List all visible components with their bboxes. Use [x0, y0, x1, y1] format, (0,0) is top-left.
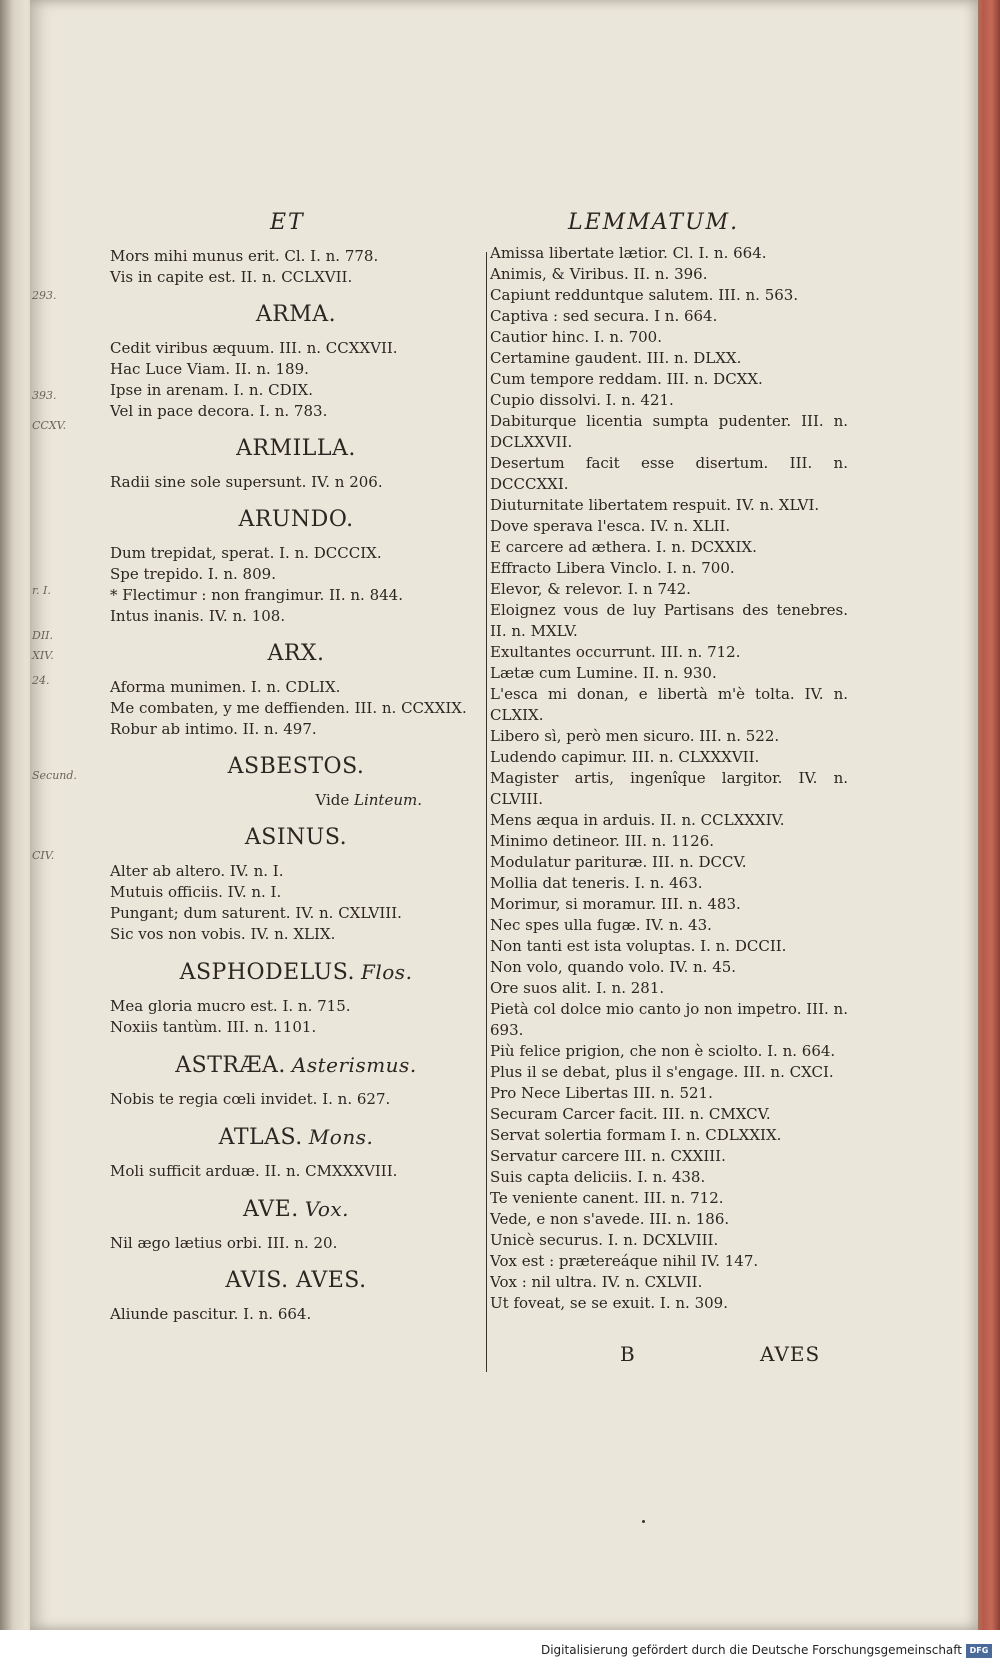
- facing-page-fragment: r. I.: [32, 584, 51, 597]
- motto-entry: Mutuis officiis. IV. n. I.: [110, 883, 282, 901]
- motto-entry: Vis in capite est. II. n. CCLXVII.: [110, 268, 353, 286]
- motto-entry: Robur ab intimo. II. n. 497.: [110, 720, 317, 738]
- motto-entry: Hac Luce Viam. II. n. 189.: [110, 360, 309, 378]
- motto-entry: Libero sì, però men sicuro. III. n. 522.: [490, 727, 780, 745]
- motto-entry: Servatur carcere III. n. CXXIII.: [490, 1147, 726, 1165]
- motto-entry: Elevor, & relevor. I. n 742.: [490, 580, 691, 598]
- motto-entry: Amissa libertate lætior. Cl. I. n. 664.: [490, 244, 767, 262]
- motto-entry: Morimur, si moramur. III. n. 483.: [490, 895, 741, 913]
- entry-heading: [110, 1122, 482, 1153]
- entry-heading-text: ASTRÆA.: [175, 1053, 286, 1078]
- motto-entry: Exultantes occurrunt. III. n. 712.: [490, 643, 741, 661]
- motto-entry: * Flectimur : non frangimur. II. n. 844.: [110, 586, 403, 604]
- facing-page-fragment: XIV.: [32, 649, 54, 662]
- motto-entry: Ludendo capimur. III. n. CLXXXVII.: [490, 748, 760, 766]
- motto-entry: Cautior hinc. I. n. 700.: [490, 328, 662, 346]
- cross-reference-target: Linteum.: [354, 791, 422, 809]
- motto-entry: Minimo detineor. III. n. 1126.: [490, 832, 715, 850]
- motto-entry: Te veniente canent. III. n. 712.: [490, 1189, 724, 1207]
- motto-entry: Mors mihi munus erit. Cl. I. n. 778.: [110, 247, 379, 265]
- motto-entry: Servat solertia formam I. n. CDLXXIX.: [490, 1126, 782, 1144]
- entry-heading-text: ARX.: [267, 641, 325, 666]
- motto-entry: Aliunde pascitur. I. n. 664.: [110, 1305, 312, 1323]
- motto-entry: Moli sufficit arduæ. II. n. CMXXXVIII.: [110, 1162, 398, 1180]
- cross-reference: [110, 790, 482, 811]
- entry-heading: [110, 752, 482, 782]
- motto-entry: Captiva : sed secura. I n. 664.: [490, 307, 718, 325]
- entry-heading-text: AVE.: [242, 1197, 299, 1222]
- facing-page-fragments: [32, 289, 77, 1290]
- motto-entry: Mea gloria mucro est. I. n. 715.: [110, 997, 351, 1015]
- entry-heading-text: ASINUS.: [244, 825, 348, 850]
- catchword: AVES: [760, 1342, 821, 1366]
- entry-heading-subtitle: Flos.: [360, 960, 413, 984]
- entry-heading-text: ASBESTOS.: [227, 754, 365, 779]
- entry-heading: [110, 823, 482, 853]
- motto-entry: Cum tempore reddam. III. n. DCXX.: [490, 370, 763, 388]
- entry-heading-text: ARMA.: [255, 302, 337, 327]
- motto-entry: Mollia dat teneris. I. n. 463.: [490, 874, 703, 892]
- motto-entry: Desertum facit esse disertum. III. n. DCCCXXI.: [490, 454, 848, 493]
- entry-heading: [110, 1266, 482, 1296]
- motto-entry: Suis capta deliciis. I. n. 438.: [490, 1168, 706, 1186]
- motto-entry: Plus il se debat, plus il s'engage. III. n. CXCI.: [490, 1063, 834, 1081]
- motto-entry: Più felice prigion, che non è sciolto. I. n. 664.: [490, 1042, 836, 1060]
- motto-entry: Modulatur parituræ. III. n. DCCV.: [490, 853, 747, 871]
- entry-heading-subtitle: Mons.: [308, 1125, 374, 1149]
- motto-entry: Dum trepidat, sperat. I. n. DCCCIX.: [110, 544, 382, 562]
- motto-entry: Pungant; dum saturent. IV. n. CXLVIII.: [110, 904, 402, 922]
- dfg-credit-text: Digitalisierung gefördert durch die Deutsche Forschungsgemeinschaft: [540, 1643, 962, 1657]
- book-page: [30, 0, 978, 1630]
- motto-entry: Certamine gaudent. III. n. DLXX.: [490, 349, 742, 367]
- motto-entry: Cupio dissolvi. I. n. 421.: [490, 391, 674, 409]
- column-rule: [486, 252, 487, 1372]
- motto-entry: Spe trepido. I. n. 809.: [110, 565, 276, 583]
- entry-heading-text: ASPHODELUS.: [179, 960, 355, 985]
- entry-heading-text: ATLAS.: [218, 1125, 303, 1150]
- motto-entry: Pietà col dolce mio canto jo non impetro. III. n. 693.: [490, 1000, 848, 1039]
- motto-entry: Lætæ cum Lumine. II. n. 930.: [490, 664, 717, 682]
- motto-entry: Nec spes ulla fugæ. IV. n. 43.: [490, 916, 712, 934]
- index-column-right: [490, 243, 848, 1314]
- entry-heading: [110, 300, 482, 330]
- entry-heading-text: ARUNDO.: [238, 507, 354, 532]
- motto-entry: E carcere ad æthera. I. n. DCXXIX.: [490, 538, 757, 556]
- motto-entry: L'esca mi donan, e libertà m'è tolta. IV. n. CLXIX.: [490, 685, 848, 724]
- motto-entry: Alter ab altero. IV. n. I.: [110, 862, 284, 880]
- motto-entry: Me combaten, y me deffienden. III. n. CCXXIX.: [110, 699, 467, 717]
- entry-heading: [110, 1194, 482, 1225]
- entry-heading: [110, 505, 482, 535]
- dfg-credit-bar: [0, 1630, 1000, 1667]
- facing-page-fragment: 293.: [32, 289, 57, 302]
- motto-entry: Non tanti est ista voluptas. I. n. DCCII.: [490, 937, 787, 955]
- motto-entry: Unicè securus. I. n. DCXLVIII.: [490, 1231, 719, 1249]
- facing-page-fragment: CCXV.: [32, 419, 67, 432]
- index-column-left: [110, 246, 482, 1325]
- dfg-logo: DFG: [966, 1644, 992, 1658]
- entry-heading-text: ARMILLA.: [236, 436, 356, 461]
- motto-entry: Sic vos non vobis. IV. n. XLIX.: [110, 925, 336, 943]
- motto-entry: Ut foveat, se se exuit. I. n. 309.: [490, 1294, 728, 1312]
- signature-mark: B: [620, 1342, 635, 1366]
- header-left: ET: [270, 210, 305, 235]
- motto-entry: Vox est : prætereáque nihil IV. 147.: [490, 1252, 759, 1270]
- motto-entry: Radii sine sole supersunt. IV. n 206.: [110, 473, 383, 491]
- motto-entry: Mens æqua in arduis. II. n. CCLXXXIV.: [490, 811, 785, 829]
- motto-entry: Aforma munimen. I. n. CDLIX.: [110, 678, 341, 696]
- motto-entry: Intus inanis. IV. n. 108.: [110, 607, 286, 625]
- motto-entry: Noxiis tantùm. III. n. 1101.: [110, 1018, 317, 1036]
- motto-entry: Diuturnitate libertatem respuit. IV. n. XLVI.: [490, 496, 820, 514]
- motto-entry: Cedit viribus æquum. III. n. CCXXVII.: [110, 339, 398, 357]
- facing-page-fragment: 393.: [32, 389, 57, 402]
- motto-entry: Effracto Libera Vinclo. I. n. 700.: [490, 559, 735, 577]
- motto-entry: Pro Nece Libertas III. n. 521.: [490, 1084, 713, 1102]
- entry-heading: [110, 1050, 482, 1081]
- entry-heading: [110, 434, 482, 464]
- motto-entry: Vox : nil ultra. IV. n. CXLVII.: [490, 1273, 703, 1291]
- motto-entry: Vede, e non s'avede. III. n. 186.: [490, 1210, 730, 1228]
- motto-entry: Non volo, quando volo. IV. n. 45.: [490, 958, 737, 976]
- motto-entry: Vel in pace decora. I. n. 783.: [110, 402, 328, 420]
- header-right: LEMMATUM.: [568, 210, 740, 235]
- motto-entry: Ore suos alit. I. n. 281.: [490, 979, 665, 997]
- facing-page-fragment: CIV.: [32, 849, 55, 862]
- cross-reference-label: Vide: [315, 791, 355, 809]
- facing-page-fragment: 24.: [32, 674, 50, 687]
- entry-heading: [110, 639, 482, 669]
- motto-entry: Capiunt redduntque salutem. III. n. 563.: [490, 286, 799, 304]
- motto-entry: Eloignez vous de luy Partisans des tenebres. II. n. MXLV.: [490, 601, 848, 640]
- entry-heading-subtitle: Asterismus.: [291, 1053, 417, 1077]
- facing-page-fragment: DII.: [32, 629, 54, 642]
- motto-entry: Magister artis, ingenîque largitor. IV. n. CLVIII.: [490, 769, 848, 808]
- motto-entry: Nobis te regia cœli invidet. I. n. 627.: [110, 1090, 391, 1108]
- motto-entry: Animis, & Viribus. II. n. 396.: [490, 265, 708, 283]
- entry-heading-subtitle: Vox.: [304, 1197, 350, 1221]
- motto-entry: Nil ægo lætius orbi. III. n. 20.: [110, 1234, 338, 1252]
- motto-entry: Dove sperava l'esca. IV. n. XLII.: [490, 517, 731, 535]
- facing-page-fragment: Secund.: [32, 769, 77, 782]
- entry-heading-text: AVIS. AVES.: [225, 1268, 367, 1293]
- motto-entry: Dabiturque licentia sumpta pudenter. III. n. DCLXXVII.: [490, 412, 848, 451]
- ink-dot: [642, 1520, 645, 1523]
- motto-entry: Ipse in arenam. I. n. CDIX.: [110, 381, 313, 399]
- motto-entry: Securam Carcer facit. III. n. CMXCV.: [490, 1105, 771, 1123]
- entry-heading: [110, 957, 482, 988]
